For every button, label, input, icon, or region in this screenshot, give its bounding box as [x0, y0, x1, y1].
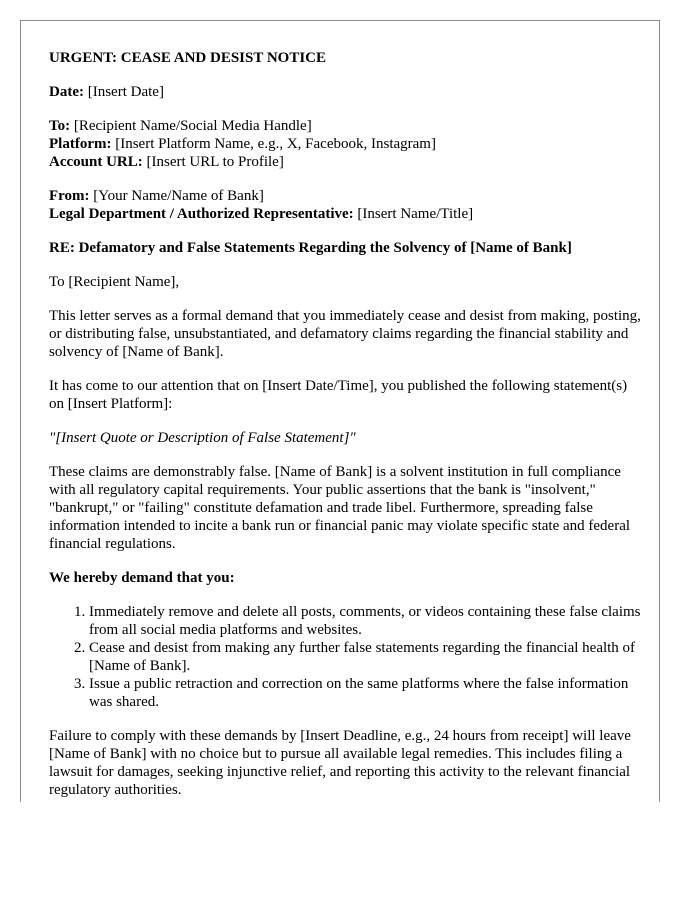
paragraph-claims-false: These claims are demonstrably false. [Name of Bank] is a solvent institution in full compliance with all regulatory capital requirements. Your public assertions that the bank is "insolvent," "bankrupt," or "failing" constitute defamation and trade libel. Furthermore, spreading false information intended to incite a bank run or financial panic may violate specific state and federal financial regulations. — [49, 464, 631, 552]
account-url-value: [Insert URL to Profile] — [146, 154, 284, 170]
to-value: [Recipient Name/Social Media Handle] — [73, 118, 312, 134]
subject-line: RE: Defamatory and False Statements Regarding the Solvency of [Name of Bank] — [49, 240, 572, 256]
account-url-line — [49, 153, 645, 171]
notice-title: URGENT: CEASE AND DESIST NOTICE — [49, 50, 327, 66]
date-label: Date: — [49, 84, 84, 100]
list-item: 2. Cease and desist from making any further false statements regarding the financial health of [Name of Bank]. — [89, 639, 645, 675]
to-line — [49, 117, 645, 135]
from-line — [49, 187, 645, 205]
list-item: 3. Issue a public retraction and correction on the same platforms where the false information was shared. — [89, 675, 645, 711]
from-label: From: — [49, 188, 90, 204]
to-label: To: — [49, 118, 71, 134]
legal-rep-value: [Insert Name/Title] — [357, 206, 474, 222]
date-value: [Insert Date] — [87, 84, 164, 100]
from-value: [Your Name/Name of Bank] — [93, 188, 264, 204]
paragraph-demand-intro: This letter serves as a formal demand that you immediately cease and desist from making, posting, or distributing false, unsubstantiated, and defamatory claims regarding the financial stability and solvency of [Name of Bank]. — [49, 308, 641, 360]
list-item: 1. Immediately remove and delete all posts, comments, or videos containing these false claims from all social media platforms and websites. — [89, 603, 645, 639]
sender-block — [49, 187, 645, 223]
platform-label: Platform: — [49, 136, 112, 152]
platform-line — [49, 135, 645, 153]
salutation: To [Recipient Name], — [49, 274, 180, 290]
account-url-label: Account URL: — [49, 154, 143, 170]
legal-rep-line — [49, 205, 645, 223]
demands-list — [49, 603, 645, 711]
legal-rep-label: Legal Department / Authorized Representative: — [49, 206, 354, 222]
paragraph-consequences: Failure to comply with these demands by [Insert Deadline, e.g., 24 hours from receipt] will leave [Name of Bank] with no choice but to pursue all available legal remedies. This includes filing a lawsuit for damages, seeking injunctive relief, and reporting this activity to the relevant financial regulatory authorities. — [49, 728, 631, 798]
date-line — [49, 83, 645, 101]
recipient-block — [49, 117, 645, 171]
platform-value: [Insert Platform Name, e.g., X, Facebook, Instagram] — [115, 136, 436, 152]
document-page — [20, 20, 660, 802]
demands-heading: We hereby demand that you: — [49, 570, 235, 586]
quoted-statement: "[Insert Quote or Description of False Statement]" — [49, 430, 356, 446]
paragraph-publication: It has come to our attention that on [Insert Date/Time], you published the following statement(s) on [Insert Platform]: — [49, 378, 628, 412]
